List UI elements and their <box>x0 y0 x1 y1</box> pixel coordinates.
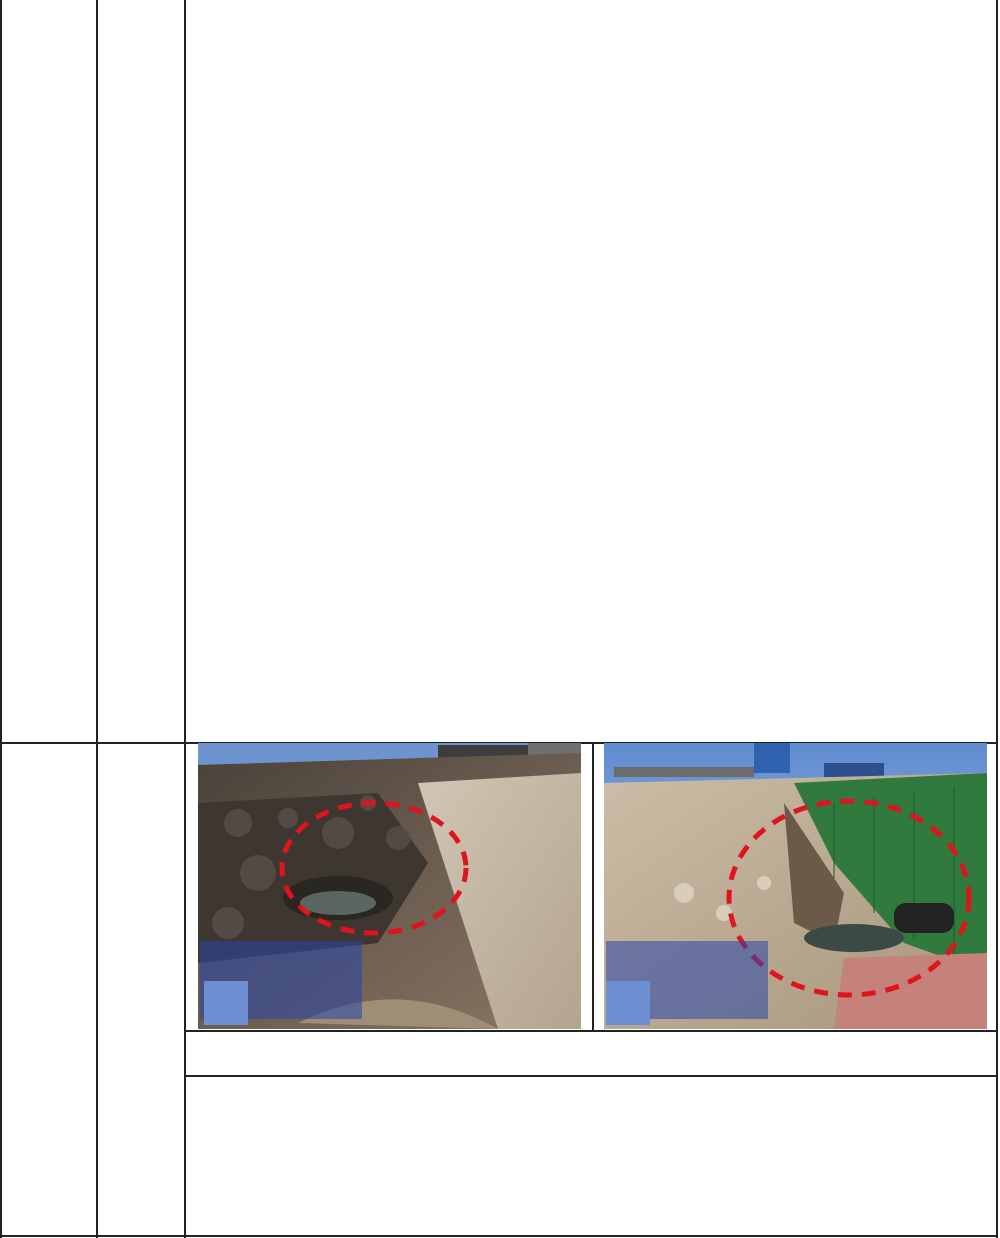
table-border-right <box>996 0 998 1238</box>
advice-heading <box>198 1082 988 1118</box>
photo-caption-divider <box>184 1030 998 1032</box>
advice-line <box>198 1153 988 1189</box>
advice-line <box>198 1189 988 1225</box>
advice-line <box>198 1118 988 1154</box>
table-border-left <box>0 0 2 1238</box>
table-divider-col1 <box>96 0 98 1238</box>
rectification-advice <box>198 1082 988 1224</box>
photo-divider <box>592 742 594 1032</box>
photo-1-badge <box>204 981 248 1025</box>
inspection-photo-2 <box>604 743 987 1029</box>
caption-advice-divider <box>184 1075 998 1077</box>
table-border-bottom <box>0 1235 998 1237</box>
photo-2-badge <box>606 981 650 1025</box>
inspection-photo-1 <box>198 743 581 1029</box>
table-divider-col2 <box>184 0 186 1238</box>
